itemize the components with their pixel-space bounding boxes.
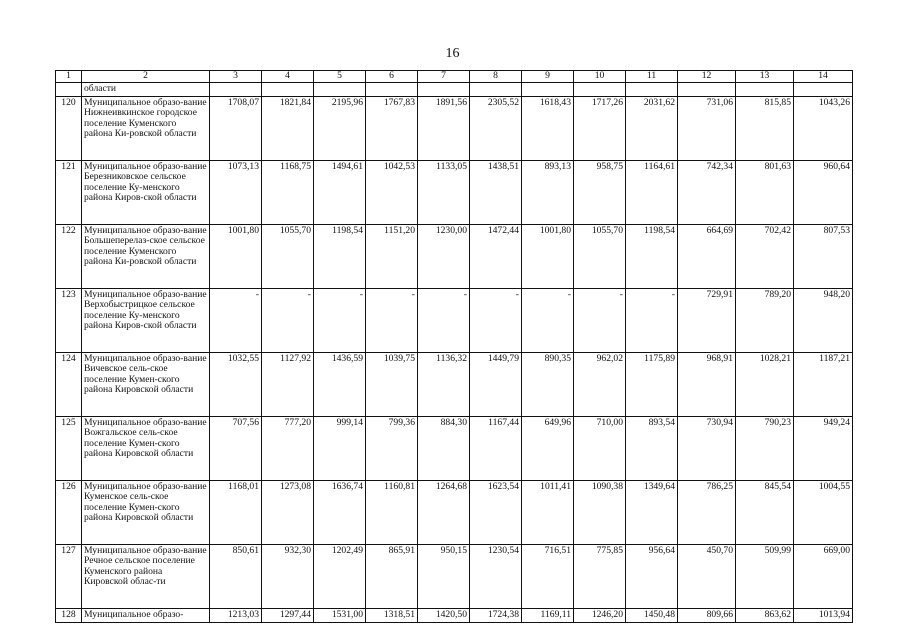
value-cell: 1318,51 [366,608,418,622]
value-cell: 962,02 [574,352,626,416]
row-number: 126 [56,480,82,544]
value-cell: 707,56 [210,416,262,480]
row-number: 125 [56,416,82,480]
table-row [56,352,853,416]
value-cell: 1230,54 [470,544,522,608]
value-cell: 1011,41 [522,480,574,544]
value-cell: 1136,32 [418,352,470,416]
value-cell: 1043,26 [794,96,853,160]
value-cell: 1618,43 [522,96,574,160]
value-cell: 1213,03 [210,608,262,622]
table-cell [210,82,262,96]
column-header: 3 [210,71,262,83]
value-cell: 1168,75 [262,160,314,224]
value-cell: 730,94 [678,416,736,480]
value-cell: - [210,288,262,352]
table-row [56,544,853,608]
value-cell: 1531,00 [314,608,366,622]
value-cell: 1198,54 [626,224,678,288]
continuation-text: области [82,82,210,96]
value-cell: - [574,288,626,352]
value-cell: 948,20 [794,288,853,352]
value-cell: 1246,20 [574,608,626,622]
value-cell: 1708,07 [210,96,262,160]
value-cell: 1436,59 [314,352,366,416]
municipality-name: Муниципальное образо- [82,608,210,622]
table-cell [56,82,82,96]
value-cell: 775,85 [574,544,626,608]
table-cell [794,82,853,96]
value-cell: 664,69 [678,224,736,288]
value-cell: 950,15 [418,544,470,608]
value-cell: 1349,64 [626,480,678,544]
value-cell: 956,64 [626,544,678,608]
table-row [56,608,853,622]
value-cell: - [418,288,470,352]
value-cell: 669,00 [794,544,853,608]
value-cell: 1164,61 [626,160,678,224]
table-row [56,480,853,544]
table-cell [522,82,574,96]
municipality-name: Муниципальное образо-вание Вичевское сель-ское поселение Кумен-ского района Кировской области [82,352,210,416]
value-cell: 893,54 [626,416,678,480]
value-cell: - [366,288,418,352]
value-cell: 1001,80 [210,224,262,288]
value-cell: 960,64 [794,160,853,224]
value-cell: 1168,01 [210,480,262,544]
value-cell: 1724,38 [470,608,522,622]
value-cell: 1004,55 [794,480,853,544]
municipality-name: Муниципальное образо-вание Нижнеивкинское городское поселение Куменского района Ки-ровской области [82,96,210,160]
table-row [56,96,853,160]
value-cell: 1187,21 [794,352,853,416]
column-header: 12 [678,71,736,83]
municipality-name: Муниципальное образо-вание Березниковское сельское поселение Ку-менского района Киров-ской области [82,160,210,224]
value-cell: 1167,44 [470,416,522,480]
value-cell: 509,99 [736,544,794,608]
value-cell: 1169,11 [522,608,574,622]
column-header: 8 [470,71,522,83]
row-number: 123 [56,288,82,352]
value-cell: 1160,81 [366,480,418,544]
row-number: 122 [56,224,82,288]
value-cell: 1449,79 [470,352,522,416]
value-cell: 1039,75 [366,352,418,416]
value-cell: 958,75 [574,160,626,224]
value-cell: 1230,00 [418,224,470,288]
table-cell [678,82,736,96]
column-header: 4 [262,71,314,83]
value-cell: 1013,94 [794,608,853,622]
value-cell: 1202,49 [314,544,366,608]
value-cell: 1450,48 [626,608,678,622]
value-cell: - [314,288,366,352]
column-header: 1 [56,71,82,83]
value-cell: 845,54 [736,480,794,544]
table-row [56,160,853,224]
value-cell: 799,36 [366,416,418,480]
value-cell: 949,24 [794,416,853,480]
municipality-name: Муниципальное образо-вание Речное сельское поселение Куменского района Кировской облас-ти [82,544,210,608]
table-cell [626,82,678,96]
value-cell: 1273,08 [262,480,314,544]
value-cell: 1055,70 [574,224,626,288]
municipality-name: Муниципальное образо-вание Большеперелаз-ское сельское поселение Куменского района Ки-ровской области [82,224,210,288]
value-cell: 789,20 [736,288,794,352]
value-cell: 777,20 [262,416,314,480]
column-header: 5 [314,71,366,83]
value-cell: 1133,05 [418,160,470,224]
value-cell: 1438,51 [470,160,522,224]
table-row [56,224,853,288]
data-table [55,70,853,623]
value-cell: 932,30 [262,544,314,608]
municipality-name: Муниципальное образо-вание Верхобыстрицкое сельское поселение Ку-менского района Киров-ской области [82,288,210,352]
municipality-name: Муниципальное образо-вание Куменское сель-ское поселение Кумен-ского района Кировской области [82,480,210,544]
value-cell: 1198,54 [314,224,366,288]
value-cell: 1717,26 [574,96,626,160]
value-cell: 999,14 [314,416,366,480]
table-cell [366,82,418,96]
column-header: 9 [522,71,574,83]
value-cell: 893,13 [522,160,574,224]
value-cell: 890,35 [522,352,574,416]
value-cell: 1090,38 [574,480,626,544]
table-cell [262,82,314,96]
value-cell: - [522,288,574,352]
column-header: 2 [82,71,210,83]
value-cell: 863,62 [736,608,794,622]
value-cell: 710,00 [574,416,626,480]
table-row [56,416,853,480]
column-header: 14 [794,71,853,83]
value-cell: 790,23 [736,416,794,480]
value-cell: 865,91 [366,544,418,608]
value-cell: 731,06 [678,96,736,160]
value-cell: 1821,84 [262,96,314,160]
column-header: 13 [736,71,794,83]
column-header: 11 [626,71,678,83]
table-cell [314,82,366,96]
value-cell: 1055,70 [262,224,314,288]
value-cell: 1175,89 [626,352,678,416]
municipality-name: Муниципальное образо-вание Вожгальское сель-ское поселение Кумен-ского района Кировской области [82,416,210,480]
row-number: 124 [56,352,82,416]
value-cell: 884,30 [418,416,470,480]
value-cell: 649,96 [522,416,574,480]
table-cell [736,82,794,96]
table-cell [574,82,626,96]
value-cell: 1767,83 [366,96,418,160]
value-cell: 702,42 [736,224,794,288]
value-cell: 1420,50 [418,608,470,622]
value-cell: 1032,55 [210,352,262,416]
table-cell [418,82,470,96]
value-cell: 1001,80 [522,224,574,288]
value-cell: 1623,54 [470,480,522,544]
value-cell: - [626,288,678,352]
value-cell: 809,66 [678,608,736,622]
value-cell: 716,51 [522,544,574,608]
column-header: 6 [366,71,418,83]
table-cell [470,82,522,96]
value-cell: 1073,13 [210,160,262,224]
value-cell: 850,61 [210,544,262,608]
continuation-row [56,82,853,96]
value-cell: 1042,53 [366,160,418,224]
value-cell: 2195,96 [314,96,366,160]
value-cell: 1028,21 [736,352,794,416]
row-number: 120 [56,96,82,160]
value-cell: 1264,68 [418,480,470,544]
value-cell: 2031,62 [626,96,678,160]
table-row [56,288,853,352]
row-number: 128 [56,608,82,622]
value-cell: - [262,288,314,352]
column-header: 7 [418,71,470,83]
column-header: 10 [574,71,626,83]
row-number: 121 [56,160,82,224]
row-number: 127 [56,544,82,608]
value-cell: 1151,20 [366,224,418,288]
value-cell: 1891,56 [418,96,470,160]
value-cell: 450,70 [678,544,736,608]
value-cell: 801,63 [736,160,794,224]
value-cell: 786,25 [678,480,736,544]
value-cell: 729,91 [678,288,736,352]
value-cell: 1636,74 [314,480,366,544]
value-cell: 1127,92 [262,352,314,416]
page-number: 16 [445,46,460,61]
value-cell: 815,85 [736,96,794,160]
value-cell: 807,53 [794,224,853,288]
value-cell: 1494,61 [314,160,366,224]
value-cell: - [470,288,522,352]
value-cell: 968,91 [678,352,736,416]
value-cell: 742,34 [678,160,736,224]
value-cell: 1472,44 [470,224,522,288]
value-cell: 2305,52 [470,96,522,160]
value-cell: 1297,44 [262,608,314,622]
table-header-row [56,71,853,83]
